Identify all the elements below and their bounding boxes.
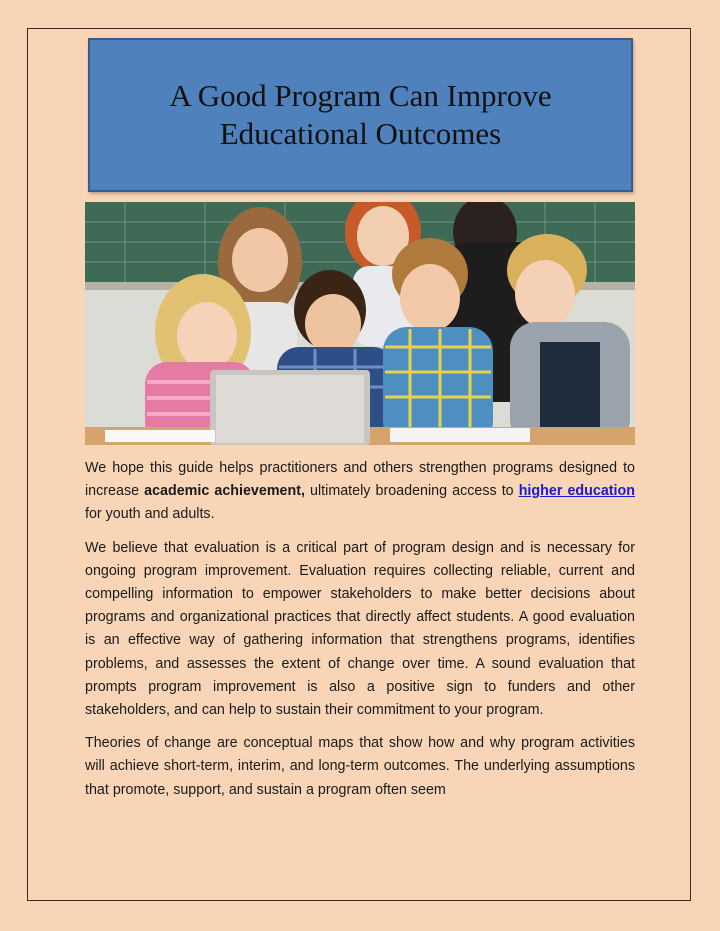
intro-text-end: for youth and adults.: [85, 506, 215, 523]
title-banner: [88, 38, 633, 192]
higher-education-link[interactable]: higher education: [518, 483, 635, 500]
intro-text-start: We hope this guide helps practitioners and others strengthen programs designed to increase: [85, 460, 635, 500]
article-body: [85, 457, 635, 812]
classroom-photo: [85, 202, 635, 445]
paragraph-theories: Theories of change are conceptual maps that show how and why program activities will achieve short-term, interim, and long-term outcomes. The underlying assumptions that promote, support, and sustain a program often seem: [85, 735, 635, 798]
page-title: A Good Program Can Improve Educational Outcomes: [169, 78, 552, 151]
paragraph-evaluation: We believe that evaluation is a critical part of program design and is necessary for ongoing program improvement. Evaluation requires collecting reliable, current and compelling information to empower stakeholders to make better decisions about programs and organizational practices that directly affect students. A good evaluation is an effective way of gathering information that strengthens programs, identifies problems, and assesses the extent of change over time. A sound evaluation that prompts program improvement is also a positive sign to funders and other stakeholders, and can help to sustain their commitment to your program.: [85, 539, 635, 719]
paragraph-intro: [85, 457, 635, 527]
intro-text-middle: ultimately broadening access to: [304, 483, 519, 500]
academic-achievement-bold: academic achievement,: [144, 483, 305, 500]
